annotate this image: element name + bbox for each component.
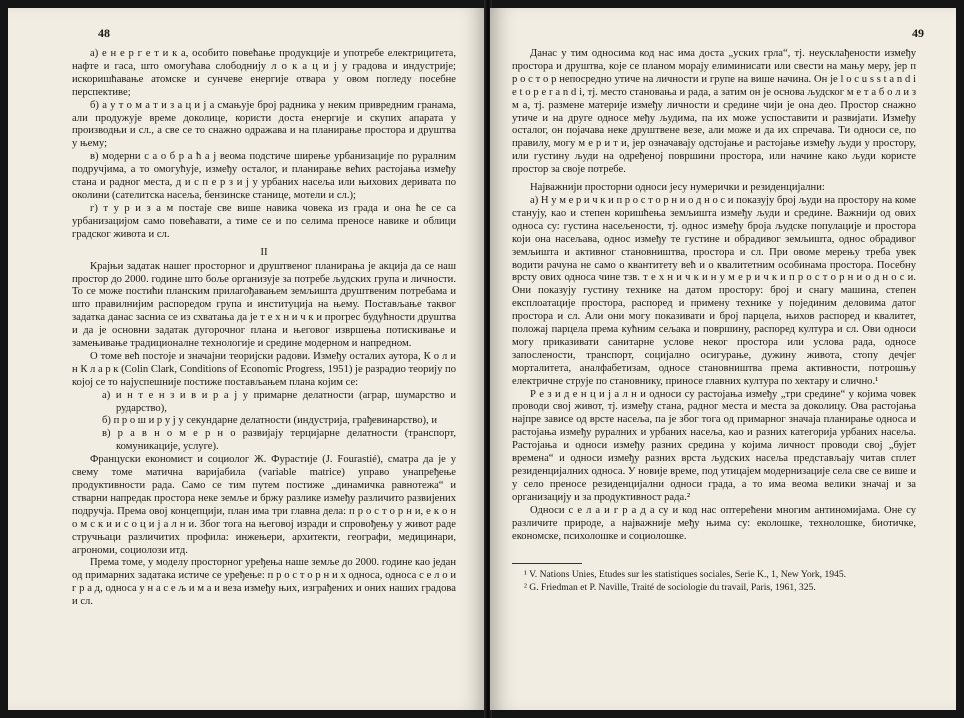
footnote: ¹ V. Nations Unies, Etudes sur les statistiques sociales, Serie K., 1, New York, 1945.	[524, 569, 847, 581]
list-item: б) п р о ш и р у ј у секундарне делатности (индустрија, грађевинарство), и	[102, 415, 438, 427]
paragraph: г) т у р и з а м постаје све више навика човека из града и она ће се са урбанизацијом само повећавати, а тиме се и по селима преносе навике и облици градског живота и сл.	[72, 202, 456, 240]
paragraph: Најважнији просторни односи јесу нумерички и резиденцијални:	[530, 182, 825, 194]
list-item: в) р а в н о м е р н о развијају терцијарне делатности (транспорт, комуникације, услуге).	[102, 428, 456, 453]
paragraph: Француски економист и социолог Ж. Фурастије (J. Fourastié), сматра да је у свему томе матична варијабила (variable matrice) управо унапређење продуктивности рада. Само се тим путем постиже „динамичка равнотежа“ и стварни напредак простора неке земље и бржу разлике између различито развијених подручја. Према овој концепцији, план има три главна дела: п р о с т о р н и, е к о н о м с к и и с о ц и ј а л н и. Због тога на његовој изради и спровођењу у живот раде стручњаци различитих профила: инжењери, архитекти, географи, медицинари, агрономи, социолози итд.	[72, 454, 456, 556]
paragraph: Данас у тим односима код нас има доста „уских грла“, тј. неусклађености између простора и друштва, које се планом морају елиминисати или свести на мању меру, јер п р о с т о р непосредно утиче на личности и групе на више начина. Он је l o c u s s t a n d i e t o p e r a n d i, тј. место становања и рада, а затим он је основа људског м е т а б о л и з м а, тј. размене материје између личности и средине чији је она део. Простор снажно утиче и на друге односе међу људима, па их може успоставити и развијати. Између осталог, он појачава неке друштвене везе, али може и да их спречава. Ти односи се, по правилу, могу м е р и т и, јер означавају одстојање и растојање између људи у простору, или густину људи на одређеној површини простора, или начине како људи користе простор за своје потребе.	[512, 48, 916, 176]
page-number-left: 48	[98, 26, 110, 40]
paragraph: О томе већ постоје и значајни теоријски радови. Између осталих аутора, К о л и н К л а р к (Colin Clark, Conditions of Economic Progress, 1951) је разрадио теорију по којој се то најуспешније постиже постављањем плана којим се:	[72, 350, 456, 388]
paragraph: а) Н у м е р и ч к и п р о с т о р н и о д н о с и показују број људи на простору на коме станују, као и степен коришћења земљишта између људи и средине. Важнији од ових односа су: густина насељености, тј. однос између броја људске популације и простора који она насељава, однос између те густине и обрадивог земљишта, однос обрадивог земљишта и активног становништва, простора и сл. При овоме мерењу треба увек водити рачуна не само о квантитету већ и о квалитетним особинама простора. Посебну врсту ових односа чине тзв. т е х н и ч к и н у м е р и ч к и п р о с т о р н и о д н о с и. Они показују густину технике на датом простору: број и снагу машина, степен експлоатације простора, распоред и примену технике у појединим деловима датог простора и сл. Али они могу показивати и број парцела, њихов распоред и квалитет, положај парцела према кућним сељака и површину, распоред култура и сл. Ови односи могу приказивати санитарне услове неког простора или услова рада, односе запослености, транспорт, социјално осигурање, дужину живота, стопу дечјег морталитета, аналфабетизам, односе становништва према активности, потрошњу електричне струје по становнику, приносе главних култура по хектару и слично.¹	[512, 194, 916, 387]
paragraph: а) е н е р г е т и к а, особито повећање продукције и употребе електрицитета, нафте и гаса, што омогућава слободнију л о к а ц и ј у градова и индустрије; искоришћавање атомске и сунчеве енергије отвара у овом погледу посебне перспективе;	[72, 48, 456, 98]
paragraph: Односи с е л а и г р а д а су и код нас оптерећени многим антиномијама. Оне су различите природе, а најважније међу њима су: еколошке, технолошке, биотичке, економске, психолошке и социолошке.	[512, 504, 916, 542]
paragraph: Р е з и д е н ц и ј а л н и односи су растојања између „три средине“ у којима човек проводи свој живот, тј. између стана, радног места и места за доколицу. Ова растојања најпре зависе од врсте насеља, па је због тога од примарног значаја планирање односа и растојања између руралних и урбаних насеља, као и разних категорија урбаних насеља. Растојања и односи између разних средина у којима личност проводи свој „бујет времена“ и односи између разних врста људских насеља представљају читав сплет резиденцијалних односа. У новије време, под утицајем модернизације села све се више и у село преносе резиденцијални односи града, а то има веома велики значај и за организацију и за продуктивност рада.²	[512, 388, 916, 503]
left-page	[8, 8, 486, 710]
footnote: ² G. Friedman et P. Naville, Traité de sociologie du travail, Paris, 1961, 325.	[524, 581, 816, 593]
list-item: а) и н т е н з и в и р а ј у примарне делатности (аграр, шумарство и рударство),	[102, 389, 456, 414]
right-page	[490, 8, 956, 710]
paragraph: Према томе, у моделу просторног уређења наше земље до 2000. године као један од примарних задатака истиче се уређење: п р о с т о р н и х односа, односа с е л о и г р а д, односа у н а с е љ и м а и веза између њих, изграђених и оних наших градова и сл.	[72, 557, 456, 608]
paragraph: б) а у т о м а т и з а ц и ј а смањује број радника у неким привредним гранама, али продужује време доколице, користи доста енергије и скупих апарата у производњи и сл., а све се то снажно одражава и на планирање простора и друштва у њему;	[72, 99, 456, 150]
page-number-right: 49	[912, 26, 924, 40]
footnote-rule	[512, 563, 582, 564]
section-heading: II	[260, 245, 268, 258]
paragraph: Крајњи задатак нашег просторног и друштвеног планирања је акција да се наш простор до 2000. године што боље организује за потребе људских група и личности. То се може постићи планским прилагођавањем земљишта друштвеним потребама и што правилнијим распоредом група и институција на њему. Постављање таквог задатка данас засниа се из схватања да је т е х н и ч к и прогрес будућности друштва и да је основни задатак дугорочног плана и његовог извршења потискивање и замењивање традиционалне технологије и средине модерном и напредном.	[72, 260, 456, 350]
paragraph: в) модерни с а о б р а ћ а ј веома подстиче ширење урбанизације по руралним подручјима, а то омогућује, између осталог, и планирање већих растојања између стана и радног места, д и с п е р з и ј у урбаних насеља или њихових деривата по околини (сателитска насеља, бензинске станице, мотели и сл.);	[72, 151, 456, 201]
